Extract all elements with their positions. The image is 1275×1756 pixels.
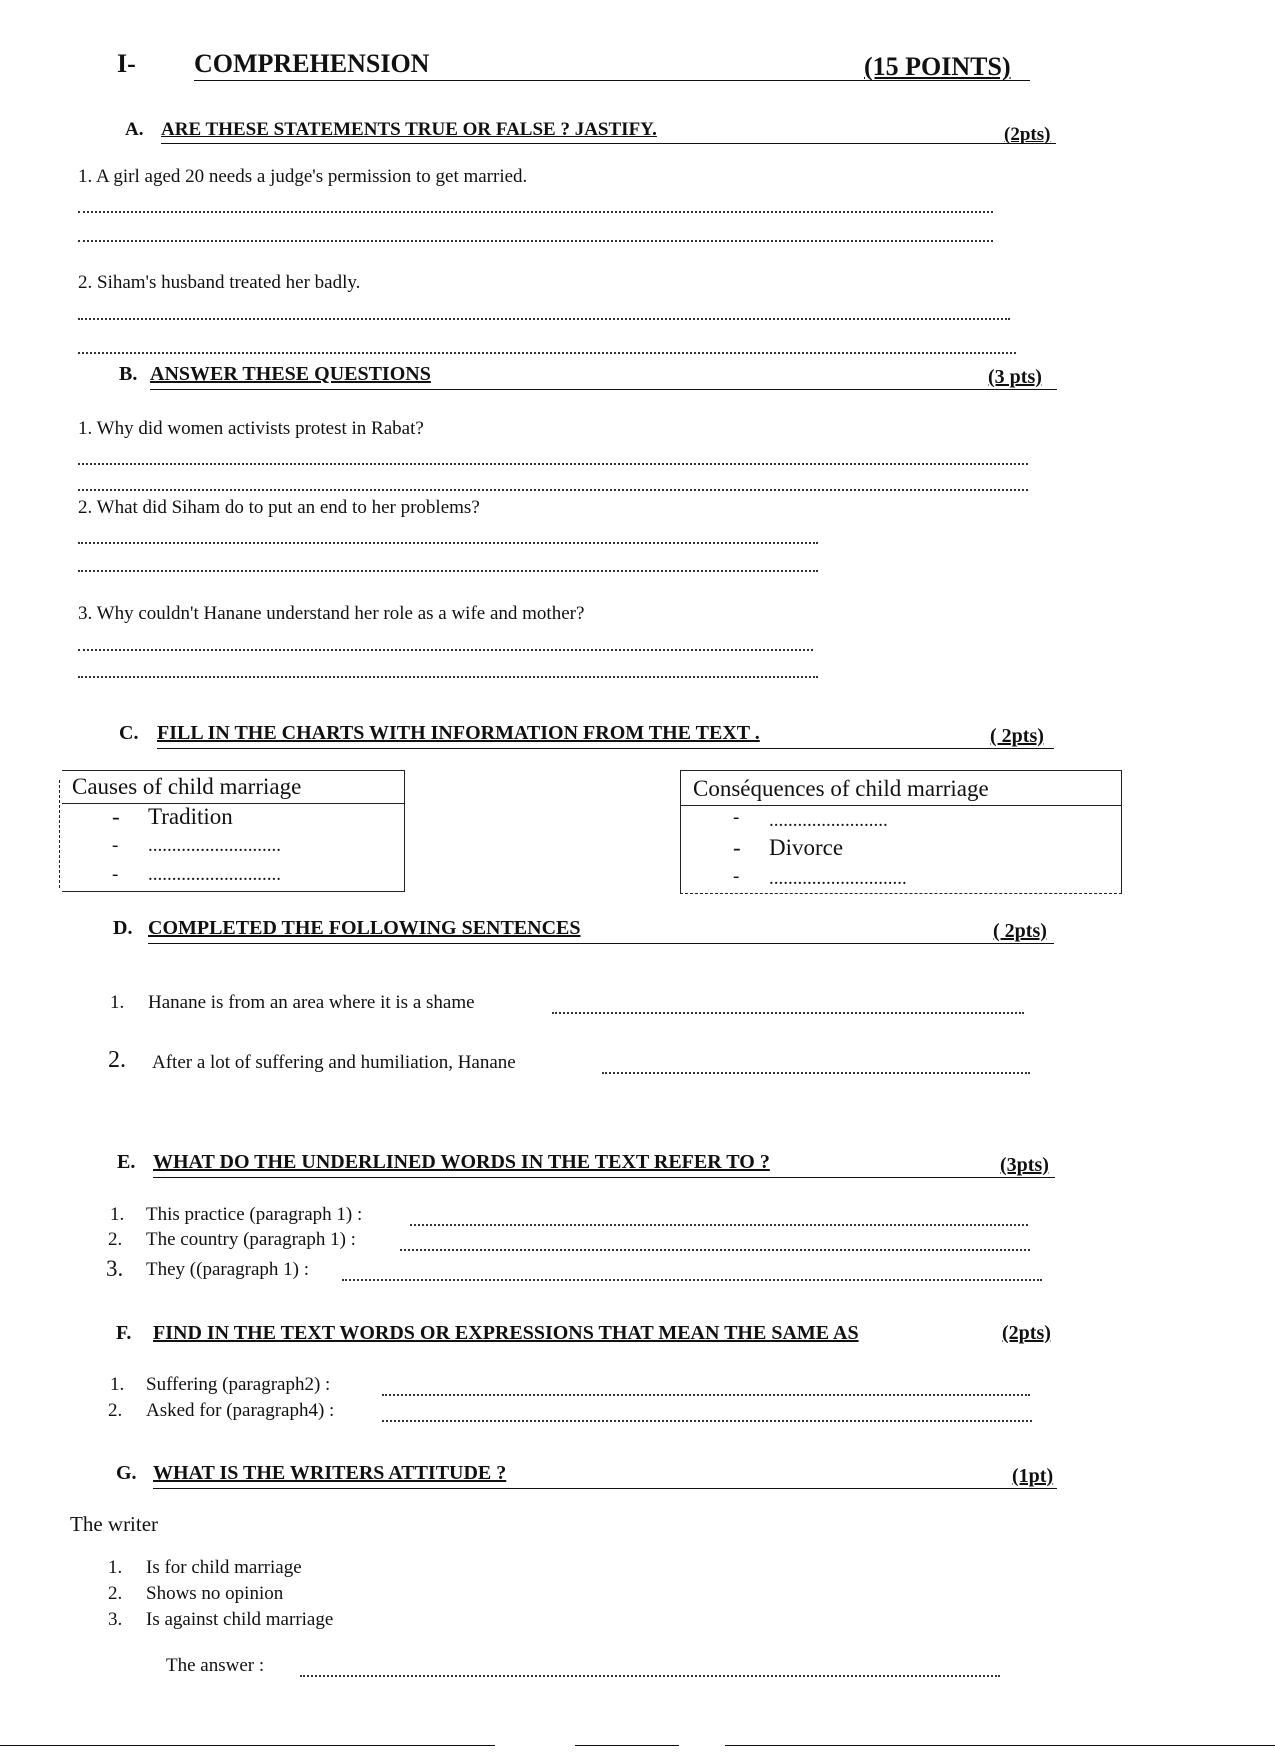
refer-2: The country (paragraph 1) : xyxy=(146,1229,356,1250)
answer-label: The answer : xyxy=(166,1655,265,1676)
answer-line[interactable] xyxy=(400,1249,1030,1251)
refer-1: This practice (paragraph 1) : xyxy=(146,1204,363,1225)
option-1[interactable]: Is for child marriage xyxy=(146,1557,302,1578)
answer-line[interactable] xyxy=(602,1072,1030,1074)
synonym-1-number: 1. xyxy=(110,1374,125,1395)
section-a-title: ARE THESE STATEMENTS TRUE OR FALSE ? JASTIFY. xyxy=(161,119,657,140)
refer-1-number: 1. xyxy=(110,1204,125,1225)
section-d-letter: D. xyxy=(113,917,133,939)
bullet: - xyxy=(733,835,741,860)
refer-3: They ((paragraph 1) : xyxy=(146,1259,310,1280)
footer-divider xyxy=(0,1745,495,1746)
section-g-letter: G. xyxy=(116,1462,137,1484)
cause-blank[interactable]: ............................ xyxy=(148,835,281,856)
synonym-2: Asked for (paragraph4) : xyxy=(146,1400,335,1421)
section-b-title: ANSWER THESE QUESTIONS xyxy=(150,363,431,385)
bullet: - xyxy=(112,864,119,885)
section-c-underline xyxy=(157,748,1054,749)
section-g-points: (1pt) xyxy=(1012,1465,1054,1487)
section-c-letter: C. xyxy=(119,722,139,744)
section-b-letter: B. xyxy=(119,363,138,385)
section-c-points: ( 2pts) xyxy=(990,725,1044,747)
answer-line[interactable] xyxy=(78,570,818,572)
bullet: - xyxy=(733,866,740,887)
section-e-letter: E. xyxy=(117,1151,136,1173)
section-e-underline xyxy=(153,1177,1055,1178)
answer-line[interactable] xyxy=(78,352,1016,354)
section-f-points: (2pts) xyxy=(1002,1322,1051,1344)
cause-blank[interactable]: ............................ xyxy=(148,864,281,885)
answer-line[interactable] xyxy=(300,1675,1000,1677)
section-a-underline xyxy=(161,143,1056,144)
answer-line[interactable] xyxy=(382,1394,1030,1396)
total-points: (15 POINTS) xyxy=(864,52,1011,81)
question-1: 1. Why did women activists protest in Rabat? xyxy=(78,418,424,439)
question-2: 2. What did Siham do to put an end to her problems? xyxy=(78,497,480,518)
footer-divider xyxy=(575,1745,679,1746)
section-f-title: FIND IN THE TEXT WORDS OR EXPRESSIONS THAT MEAN THE SAME AS xyxy=(153,1322,859,1344)
writer-intro: The writer xyxy=(70,1512,159,1536)
synonym-2-number: 2. xyxy=(108,1400,123,1421)
page-title: COMPREHENSION xyxy=(194,49,430,78)
option-3[interactable]: Is against child marriage xyxy=(146,1609,334,1630)
section-d-title: COMPLETED THE FOLLOWING SENTENCES xyxy=(148,917,581,939)
consequence-blank[interactable]: ............................. xyxy=(769,868,907,889)
section-d-points: ( 2pts) xyxy=(993,920,1047,942)
section-a-letter: A. xyxy=(125,119,144,140)
answer-line[interactable] xyxy=(78,649,813,651)
section-d-underline xyxy=(148,943,1054,944)
answer-line[interactable] xyxy=(342,1279,1042,1281)
section-f-letter: F. xyxy=(116,1322,132,1344)
sentence-1: Hanane is from an area where it is a shame xyxy=(148,992,475,1013)
causes-chart-left-edge xyxy=(59,780,60,888)
cause-item: Tradition xyxy=(148,804,233,829)
statement-1: 1. A girl aged 20 needs a judge's permission to get married. xyxy=(78,166,528,187)
answer-line[interactable] xyxy=(78,676,818,678)
statement-2: 2. Siham's husband treated her badly. xyxy=(78,272,361,293)
sentence-1-number: 1. xyxy=(110,992,125,1013)
refer-3-number: 3. xyxy=(106,1256,124,1281)
refer-2-number: 2. xyxy=(108,1229,123,1250)
section-e-points: (3pts) xyxy=(1000,1154,1049,1176)
option-2-number: 2. xyxy=(108,1583,123,1604)
answer-line[interactable] xyxy=(78,240,993,242)
question-3: 3. Why couldn't Hanane understand her role as a wife and mother? xyxy=(78,603,585,624)
footer-divider xyxy=(725,1745,1275,1746)
bullet: - xyxy=(112,835,119,856)
section-g-underline xyxy=(153,1488,1057,1489)
consequence-item: Divorce xyxy=(769,835,844,860)
answer-line[interactable] xyxy=(78,211,993,213)
section-b-underline xyxy=(150,389,1057,390)
bullet: - xyxy=(112,804,120,829)
section-c-title: FILL IN THE CHARTS WITH INFORMATION FROM THE TEXT . xyxy=(157,722,760,744)
answer-line[interactable] xyxy=(382,1420,1032,1422)
answer-line[interactable] xyxy=(78,463,1028,465)
answer-line[interactable] xyxy=(552,1012,1024,1014)
sentence-2: After a lot of suffering and humiliation, Hanane xyxy=(152,1052,516,1073)
consequences-chart-header: Conséquences of child marriage xyxy=(693,776,989,801)
section-roman-numeral: I- xyxy=(117,49,136,78)
consequences-header-divider xyxy=(680,805,1122,806)
synonym-1: Suffering (paragraph2) : xyxy=(146,1374,331,1395)
answer-line[interactable] xyxy=(78,489,1028,491)
section-a-points: (2pts) xyxy=(1004,124,1051,145)
causes-chart-header: Causes of child marriage xyxy=(72,774,302,799)
option-1-number: 1. xyxy=(108,1557,123,1578)
answer-line[interactable] xyxy=(78,318,1010,320)
option-3-number: 3. xyxy=(108,1609,123,1630)
section-g-title: WHAT IS THE WRITERS ATTITUDE ? xyxy=(153,1462,507,1484)
bullet: - xyxy=(733,807,740,828)
answer-line[interactable] xyxy=(410,1224,1028,1226)
section-b-points: (3 pts) xyxy=(988,366,1042,388)
sentence-2-number: 2. xyxy=(108,1047,126,1073)
section-e-title: WHAT DO THE UNDERLINED WORDS IN THE TEXT REFER TO ? xyxy=(153,1151,770,1173)
answer-line[interactable] xyxy=(78,542,818,544)
option-2[interactable]: Shows no opinion xyxy=(146,1583,284,1604)
consequence-blank[interactable]: ......................... xyxy=(769,810,888,831)
